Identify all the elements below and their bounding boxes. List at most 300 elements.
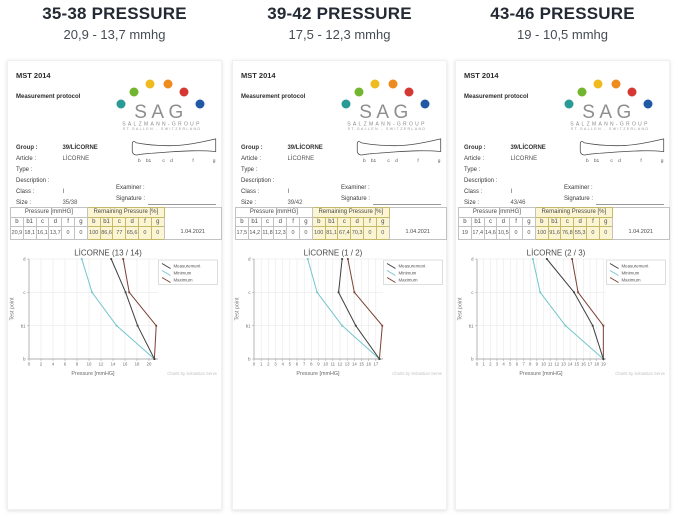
pressure-value-cell: 18,1 — [23, 227, 36, 240]
field-label-class: Class : — [241, 189, 260, 195]
sock-point-label-c: c — [162, 159, 165, 165]
y-axis-label: Test point — [9, 297, 16, 321]
measurement-protocol-document — [7, 60, 222, 510]
sock-point-label-b1: b1 — [145, 159, 152, 165]
point-label-cell: d — [497, 218, 510, 227]
remaining-value-cell: 77 — [113, 227, 126, 240]
svg-text:6: 6 — [295, 361, 299, 367]
sock-point-label-g: g — [437, 159, 441, 165]
field-label-group: Group : — [464, 145, 486, 151]
pressure-value-cell: 14,6 — [484, 227, 497, 240]
field-label-article: Article : — [464, 156, 485, 162]
remaining-value-cell: 0 — [376, 227, 389, 240]
date-cell: 1.04.2021 — [389, 208, 446, 240]
sag-logo-caption2: ST.GALLEN - SWITZERLAND — [570, 127, 650, 131]
svg-text:b1: b1 — [20, 323, 26, 329]
point-label-cell: c — [261, 218, 274, 227]
field-row — [241, 183, 343, 194]
y-axis-label: Test point — [234, 297, 241, 321]
point-label-cell: c — [36, 218, 49, 227]
doc-subtitle: Measurement protocol — [241, 94, 306, 100]
chart-grid — [29, 259, 158, 359]
sock-point-label-f: f — [417, 159, 419, 165]
sag-logo-caption1: SALZMANN-GROUP — [122, 121, 202, 128]
logo-dot-blue — [644, 100, 653, 109]
signature-label: Signature : — [341, 196, 371, 202]
svg-text:d: d — [23, 256, 26, 262]
signature-line — [373, 204, 441, 205]
field-label-type: Type : — [16, 167, 33, 173]
pressure-value-cell: 0 — [299, 227, 312, 240]
sag-logo-caption2: ST.GALLEN - SWITZERLAND — [347, 127, 427, 131]
point-label-cell: f — [587, 218, 600, 227]
stocking-sketch — [574, 135, 668, 168]
pressure-value-cell: 0 — [74, 227, 87, 240]
point-label-cell: d — [274, 218, 287, 227]
chart-title: LİCORNE (13 / 14) — [74, 248, 142, 258]
measurement-protocol-document — [232, 60, 447, 510]
sag-logo-caption2: ST.GALLEN - SWITZERLAND — [122, 127, 202, 131]
point-label-cell: c — [561, 218, 574, 227]
svg-text:12: 12 — [98, 361, 104, 367]
point-label-cell: b1 — [471, 218, 484, 227]
field-value-article: LİCORNE — [287, 156, 315, 162]
series-minimum — [532, 258, 604, 360]
stocking-outline — [580, 139, 663, 155]
protocol-column — [7, 0, 222, 510]
remaining-value-cell: 76,8 — [561, 227, 574, 240]
sag-logo-text: SAG — [582, 102, 636, 123]
svg-text:16: 16 — [122, 361, 128, 367]
chart-legend — [607, 260, 666, 285]
point-label-cell: g — [151, 218, 164, 227]
remaining-value-cell: 81,1 — [325, 227, 338, 240]
svg-text:1: 1 — [482, 361, 485, 367]
pressure-table — [10, 207, 222, 240]
logo-dot-yellow — [594, 80, 603, 89]
field-row — [241, 139, 343, 150]
svg-text:4: 4 — [51, 361, 55, 367]
svg-text:8: 8 — [529, 361, 532, 367]
svg-text:20: 20 — [146, 361, 152, 367]
signature-line — [596, 204, 664, 205]
svg-text:13: 13 — [561, 361, 566, 367]
pressure-value-cell: 0 — [62, 227, 75, 240]
date-cell: 1.04.2021 — [612, 208, 669, 240]
legend-label: Maximum — [621, 277, 641, 283]
svg-text:3: 3 — [495, 361, 499, 367]
svg-text:b1: b1 — [245, 323, 251, 329]
point-label-cell: b — [535, 218, 548, 227]
examiner-label: Examiner : — [341, 185, 370, 191]
svg-text:13: 13 — [344, 361, 350, 367]
chart-watermark: Charts by Sebastian Serve — [392, 371, 442, 376]
chart-watermark: Charts by Sebastian Serve — [167, 371, 217, 376]
svg-text:3: 3 — [274, 361, 277, 367]
svg-text:c: c — [471, 289, 474, 295]
remaining-value-cell: 70,3 — [351, 227, 364, 240]
field-label-type: Type : — [241, 167, 258, 173]
svg-text:7: 7 — [522, 361, 525, 367]
pressure-range-title: 35-38 PRESSURE — [42, 4, 187, 23]
point-label-cell: g — [522, 218, 535, 227]
sock-point-label-b1: b1 — [593, 159, 600, 165]
svg-text:c: c — [248, 289, 251, 295]
chart-grid — [254, 259, 383, 359]
svg-text:16: 16 — [581, 361, 586, 367]
svg-text:19: 19 — [600, 361, 606, 367]
remaining-value-cell: 100 — [535, 227, 548, 240]
x-axis-label: Pressure [mmHG] — [519, 371, 563, 377]
svg-text:2: 2 — [39, 361, 43, 367]
logo-dot-teal — [342, 100, 351, 109]
series-maximum — [347, 258, 383, 360]
point-label-cell: d — [49, 218, 62, 227]
field-label-size: Size : — [464, 200, 480, 206]
chart-watermark: Charts by Sebastian Serve — [615, 371, 665, 376]
sock-point-label-c: c — [610, 159, 613, 165]
svg-text:14: 14 — [567, 361, 573, 367]
field-label-description: Description : — [16, 178, 50, 184]
field-row — [16, 194, 118, 205]
field-row — [464, 139, 566, 150]
sag-logo-caption1: SALZMANN-GROUP — [347, 121, 427, 128]
logo-dot-orange — [612, 80, 621, 89]
field-label-description: Description : — [241, 178, 275, 184]
field-row — [241, 172, 343, 183]
point-label-cell: b — [312, 218, 325, 227]
field-value-size: 39/42 — [287, 200, 303, 206]
svg-text:10: 10 — [323, 361, 329, 367]
protocol-column — [455, 0, 670, 510]
point-label-cell: b — [87, 218, 100, 227]
sock-point-label-b1: b1 — [370, 159, 377, 165]
point-label-cell: f — [287, 218, 300, 227]
field-value-group: 39/LİCORNE — [287, 145, 323, 151]
signature-label: Signature : — [116, 196, 146, 202]
point-label-cell: d — [351, 218, 364, 227]
pressure-chart — [233, 247, 448, 392]
legend-label: Measurement — [621, 263, 649, 269]
pressure-value-cell: 14,2 — [248, 227, 261, 240]
field-row — [16, 172, 118, 183]
doc-title: MST 2014 — [16, 71, 51, 80]
svg-text:4: 4 — [502, 361, 505, 367]
point-label-cell: f — [62, 218, 75, 227]
remaining-value-cell: 0 — [364, 227, 377, 240]
field-row — [464, 194, 566, 205]
point-label-cell: d — [126, 218, 139, 227]
svg-text:18: 18 — [134, 361, 140, 367]
field-value-class: I — [62, 189, 65, 195]
pressure-range-title: 43-46 PRESSURE — [490, 4, 635, 23]
measurement-protocol-document — [455, 60, 670, 510]
point-label-cell: f — [364, 218, 377, 227]
point-label-cell: g — [599, 218, 612, 227]
legend-label: Measurement — [173, 263, 201, 269]
point-label-cell: g — [74, 218, 87, 227]
remaining-header-cell: Remaining Pressure [%] — [87, 208, 164, 218]
sock-point-label-f: f — [192, 159, 194, 165]
field-label-article: Article : — [16, 156, 37, 162]
pressure-value-cell: 0 — [287, 227, 300, 240]
series-measurement — [338, 258, 381, 360]
document-fields — [464, 139, 566, 205]
logo-dot-green — [130, 88, 139, 97]
svg-text:6: 6 — [515, 361, 519, 367]
point-label-cell: b1 — [248, 218, 261, 227]
remaining-header-cell: Remaining Pressure [%] — [535, 208, 612, 218]
sock-point-label-c: c — [387, 159, 390, 165]
svg-text:10: 10 — [86, 361, 92, 367]
remaining-value-cell: 100 — [312, 227, 325, 240]
examiner-label: Examiner : — [564, 185, 593, 191]
logo-dot-blue — [421, 100, 430, 109]
sag-logo — [561, 73, 661, 131]
svg-text:6: 6 — [63, 361, 67, 367]
legend-label: Maximum — [398, 277, 418, 283]
logo-dot-teal — [565, 100, 574, 109]
field-value-class: I — [287, 189, 290, 195]
document-fields — [241, 139, 343, 205]
point-label-cell: b1 — [100, 218, 113, 227]
remaining-value-cell: 67,4 — [338, 227, 351, 240]
field-row — [16, 183, 118, 194]
logo-dot-green — [355, 88, 364, 97]
remaining-value-cell: 0 — [151, 227, 164, 240]
svg-text:15: 15 — [574, 361, 580, 367]
series-measurement — [110, 258, 155, 360]
doc-subtitle: Measurement protocol — [16, 94, 81, 100]
point-label-cell: f — [139, 218, 152, 227]
field-row — [16, 161, 118, 172]
pressure-value-cell: 13,7 — [49, 227, 62, 240]
field-value-group: 39/LİCORNE — [510, 145, 546, 151]
pressure-value-cell: 12,3 — [274, 227, 287, 240]
chart-legend — [384, 260, 443, 285]
field-label-class: Class : — [16, 189, 35, 195]
svg-text:16: 16 — [366, 361, 372, 367]
pressure-range-subtitle: 17,5 - 12,3 mmhg — [288, 27, 391, 42]
remaining-value-cell: 0 — [599, 227, 612, 240]
svg-text:c: c — [23, 289, 26, 295]
logo-dot-green — [578, 88, 587, 97]
remaining-header-cell: Remaining Pressure [%] — [312, 208, 389, 218]
column-header — [455, 0, 670, 60]
chart-title: LİCORNE (1 / 2) — [303, 248, 363, 258]
point-label-cell: g — [299, 218, 312, 227]
svg-text:b: b — [23, 356, 26, 362]
legend-label: Minimum — [398, 270, 417, 276]
logo-dot-orange — [164, 80, 173, 89]
svg-text:5: 5 — [288, 361, 292, 367]
svg-text:0: 0 — [475, 361, 479, 367]
pressure-value-cell: 17,4 — [471, 227, 484, 240]
svg-text:17: 17 — [587, 361, 593, 367]
field-value-group: 39/LİCORNE — [62, 145, 98, 151]
remaining-value-cell: 0 — [139, 227, 152, 240]
pressure-table — [235, 207, 447, 240]
point-label-cell: d — [574, 218, 587, 227]
svg-text:18: 18 — [594, 361, 600, 367]
logo-dot-yellow — [146, 80, 155, 89]
svg-text:5: 5 — [509, 361, 512, 367]
svg-text:d: d — [471, 256, 474, 262]
logo-dot-red — [180, 88, 189, 97]
logo-dot-red — [628, 88, 637, 97]
field-value-size: 35/38 — [62, 200, 78, 206]
chart-axes — [246, 257, 383, 367]
svg-text:d: d — [248, 256, 251, 262]
point-label-cell: b — [11, 218, 24, 227]
sag-logo — [113, 73, 213, 131]
protocol-column — [232, 0, 447, 510]
sag-logo-caption1: SALZMANN-GROUP — [570, 121, 650, 128]
doc-title: MST 2014 — [464, 71, 499, 80]
svg-text:b: b — [248, 356, 251, 362]
svg-text:9: 9 — [317, 361, 320, 367]
signature-line — [148, 204, 216, 205]
svg-text:15: 15 — [359, 361, 364, 367]
pressure-header-cell: Pressure [mmHG] — [11, 208, 88, 218]
field-row — [241, 161, 343, 172]
pressure-header-cell: Pressure [mmHG] — [236, 208, 313, 218]
pressure-value-cell: 16,1 — [36, 227, 49, 240]
svg-text:8: 8 — [310, 361, 313, 367]
sock-point-label-g: g — [212, 159, 216, 165]
field-row — [16, 150, 118, 161]
svg-text:2: 2 — [489, 361, 492, 367]
svg-text:11: 11 — [330, 361, 336, 367]
field-row — [241, 194, 343, 205]
field-value-article: LİCORNE — [62, 156, 90, 162]
pressure-table — [458, 207, 670, 240]
chart-title: LİCORNE (2 / 3) — [526, 248, 586, 258]
remaining-value-cell: 65,6 — [126, 227, 139, 240]
legend-label: Minimum — [173, 270, 192, 276]
stocking-outline — [132, 139, 215, 155]
field-row — [464, 161, 566, 172]
stocking-outline — [357, 139, 440, 155]
series-minimum — [81, 258, 155, 360]
pressure-value-cell: 17,5 — [236, 227, 249, 240]
logo-dot-red — [405, 88, 414, 97]
svg-text:10: 10 — [541, 361, 546, 367]
field-label-size: Size : — [241, 200, 257, 206]
legend-label: Minimum — [621, 270, 640, 276]
series-maximum — [122, 258, 157, 360]
remaining-value-cell: 91,6 — [548, 227, 561, 240]
sag-logo — [338, 73, 438, 131]
field-label-description: Description : — [464, 178, 498, 184]
sock-point-label-g: g — [660, 159, 664, 165]
chart-axes — [21, 257, 158, 367]
point-label-cell: b — [459, 218, 472, 227]
doc-title: MST 2014 — [241, 71, 276, 80]
point-label-cell: b1 — [23, 218, 36, 227]
svg-text:b: b — [471, 356, 474, 362]
field-value-article: LİCORNE — [510, 156, 538, 162]
field-label-class: Class : — [464, 189, 483, 195]
field-value-class: I — [510, 189, 513, 195]
sock-point-label-b: b — [586, 159, 589, 165]
logo-dot-yellow — [371, 80, 380, 89]
svg-text:12: 12 — [337, 361, 343, 367]
point-label-cell: b — [236, 218, 249, 227]
document-fields — [16, 139, 118, 205]
svg-text:b1: b1 — [468, 323, 474, 329]
pressure-chart — [8, 247, 223, 392]
field-label-article: Article : — [241, 156, 262, 162]
y-axis-label: Test point — [457, 297, 464, 321]
chart-axes — [469, 257, 607, 367]
pressure-value-cell: 0 — [510, 227, 523, 240]
pressure-range-subtitle: 19 - 10,5 mmhg — [516, 27, 609, 42]
logo-dot-blue — [196, 100, 205, 109]
field-row — [241, 150, 343, 161]
pressure-chart — [456, 247, 671, 392]
sock-point-label-f: f — [640, 159, 642, 165]
pressure-value-cell: 10,5 — [497, 227, 510, 240]
field-row — [464, 183, 566, 194]
svg-text:14: 14 — [351, 361, 357, 367]
field-row — [16, 139, 118, 150]
date-cell: 1.04.2021 — [164, 208, 221, 240]
pressure-value-cell: 11,8 — [261, 227, 274, 240]
legend-label: Measurement — [398, 263, 426, 269]
sock-point-label-d: d — [618, 159, 621, 165]
sock-point-label-b: b — [363, 159, 366, 165]
point-label-cell: c — [484, 218, 497, 227]
point-label-cell: b1 — [548, 218, 561, 227]
svg-text:1: 1 — [259, 361, 263, 367]
x-axis-label: Pressure [mmHG] — [71, 371, 115, 377]
pressure-range-title: 39-42 PRESSURE — [267, 4, 412, 23]
field-label-group: Group : — [16, 145, 38, 151]
svg-text:11: 11 — [547, 361, 553, 367]
legend-label: Maximum — [173, 277, 193, 283]
field-label-group: Group : — [241, 145, 263, 151]
sag-logo-text: SAG — [134, 102, 188, 123]
svg-text:9: 9 — [535, 361, 539, 367]
stocking-sketch — [351, 135, 445, 168]
svg-text:4: 4 — [281, 361, 284, 367]
point-label-cell: f — [510, 218, 523, 227]
pressure-header-cell: Pressure [mmHG] — [459, 208, 536, 218]
chart-legend — [159, 260, 218, 285]
field-row — [464, 150, 566, 161]
point-label-cell: c — [338, 218, 351, 227]
pressure-range-subtitle: 20,9 - 13,7 mmhg — [63, 27, 166, 42]
x-axis-label: Pressure [mmHG] — [296, 371, 340, 377]
stocking-sketch — [126, 135, 220, 168]
doc-subtitle: Measurement protocol — [464, 94, 529, 100]
point-label-cell: b1 — [325, 218, 338, 227]
field-label-type: Type : — [464, 167, 481, 173]
signature-label: Signature : — [564, 196, 594, 202]
examiner-label: Examiner : — [116, 185, 145, 191]
remaining-value-cell: 100 — [87, 227, 100, 240]
pressure-value-cell: 19 — [459, 227, 472, 240]
sock-point-label-b: b — [138, 159, 141, 165]
field-value-size: 43/46 — [510, 200, 526, 206]
svg-text:2: 2 — [267, 361, 270, 367]
point-label-cell: c — [113, 218, 126, 227]
sag-logo-text: SAG — [359, 102, 413, 123]
point-label-cell: g — [376, 218, 389, 227]
svg-text:17: 17 — [373, 361, 379, 367]
logo-dot-orange — [389, 80, 398, 89]
